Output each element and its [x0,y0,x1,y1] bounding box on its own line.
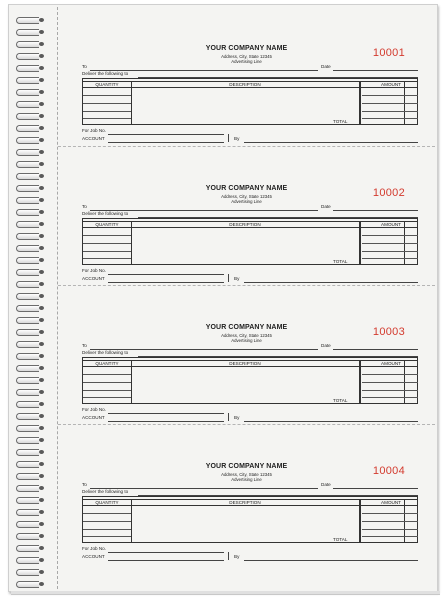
spiral-coil-icon [16,17,50,24]
delivery-slip [58,146,435,284]
account-line[interactable] [108,560,224,561]
advertising-line: Advertising Line [231,199,262,204]
description-column-header: DESCRIPTION [229,82,261,87]
spiral-coil-icon [16,533,50,540]
items-table [82,218,418,265]
divider [228,413,229,421]
spiral-coil-icon [16,101,50,108]
spiral-coil-icon [16,149,50,156]
spiral-coil-icon [16,305,50,312]
delivery-slip [58,285,435,423]
spiral-coil-icon [16,197,50,204]
date-line[interactable] [333,349,418,350]
divider [228,134,229,142]
account-line[interactable] [108,282,224,283]
spiral-coil-icon [16,497,50,504]
spiral-coil-icon [16,209,50,216]
advertising-line: Advertising Line [231,59,262,64]
spiral-coil-icon [16,293,50,300]
amount-column-header: AMOUNT [381,222,401,227]
spiral-coil-icon [16,341,50,348]
spiral-coil-icon [16,221,50,228]
job-number-line[interactable] [108,552,224,553]
deliver-to-label: Deliver the following to [82,211,129,216]
job-number-label: For Job No. [82,128,106,133]
quantity-column-header: QUANTITY [95,500,119,505]
total-label: TOTAL [333,398,348,403]
company-address: Address, City, State 12345 [221,333,272,338]
company-name: YOUR COMPANY NAME [205,463,288,470]
date-line[interactable] [333,70,418,71]
divider [228,552,229,560]
spiral-coil-icon [16,509,50,516]
date-line[interactable] [333,210,418,211]
job-number-label: For Job No. [82,407,106,412]
spiral-binding [9,5,53,591]
company-address: Address, City, State 12345 [221,472,272,477]
to-label: To [82,482,87,487]
date-line[interactable] [333,488,418,489]
quantity-column-header: QUANTITY [95,361,119,366]
divider [228,274,229,282]
spiral-coil-icon [16,569,50,576]
spiral-coil-icon [16,581,50,588]
form-number: 10001 [372,47,405,59]
date-label: Date [321,343,331,348]
date-label: Date [321,482,331,487]
company-address: Address, City, State 12345 [221,194,272,199]
account-line[interactable] [108,421,224,422]
items-table [82,357,418,404]
description-column-header: DESCRIPTION [229,361,261,366]
by-line[interactable] [244,282,418,283]
spiral-coil-icon [16,161,50,168]
by-label: By [234,415,240,420]
job-number-line[interactable] [108,413,224,414]
spiral-coil-icon [16,185,50,192]
quantity-column-header: QUANTITY [95,222,119,227]
spiral-coil-icon [16,377,50,384]
spiral-coil-icon [16,329,50,336]
delivery-slip [58,424,435,562]
spiral-coil-icon [16,257,50,264]
job-number-line[interactable] [108,134,224,135]
date-label: Date [321,64,331,69]
spiral-coil-icon [16,545,50,552]
by-label: By [234,276,240,281]
form-number: 10002 [372,187,405,199]
advertising-line: Advertising Line [231,477,262,482]
spiral-coil-icon [16,137,50,144]
deliver-to-label: Deliver the following to [82,489,129,494]
amount-column-header: AMOUNT [381,82,401,87]
company-address: Address, City, State 12345 [221,54,272,59]
by-line[interactable] [244,560,418,561]
spiral-coil-icon [16,413,50,420]
spiral-coil-icon [16,401,50,408]
form-number: 10003 [372,326,405,338]
spiral-coil-icon [16,173,50,180]
spiral-coil-icon [16,41,50,48]
items-table [82,496,418,543]
deliver-to-label: Deliver the following to [82,350,129,355]
to-label: To [82,204,87,209]
spiral-coil-icon [16,53,50,60]
spiral-coil-icon [16,365,50,372]
by-label: By [234,136,240,141]
account-label: ACCOUNT [82,136,105,141]
spiral-coil-icon [16,269,50,276]
receipt-book [8,4,438,592]
account-label: ACCOUNT [82,554,105,559]
amount-column-header: AMOUNT [381,361,401,366]
spiral-coil-icon [16,29,50,36]
total-label: TOTAL [333,119,348,124]
spiral-coil-icon [16,89,50,96]
to-label: To [82,343,87,348]
total-label: TOTAL [333,259,348,264]
description-column-header: DESCRIPTION [229,222,261,227]
amount-column-header: AMOUNT [381,500,401,505]
company-name: YOUR COMPANY NAME [205,45,288,52]
spiral-coil-icon [16,461,50,468]
spiral-coil-icon [16,473,50,480]
job-number-label: For Job No. [82,546,106,551]
delivery-slip [58,7,435,144]
form-number: 10004 [372,465,405,477]
company-name: YOUR COMPANY NAME [205,185,288,192]
spiral-coil-icon [16,233,50,240]
quantity-column-header: QUANTITY [95,82,119,87]
advertising-line: Advertising Line [231,338,262,343]
by-label: By [234,554,240,559]
spiral-coil-icon [16,113,50,120]
account-label: ACCOUNT [82,276,105,281]
spiral-coil-icon [16,317,50,324]
by-line[interactable] [244,142,418,143]
spiral-coil-icon [16,281,50,288]
spiral-coil-icon [16,485,50,492]
to-label: To [82,64,87,69]
company-name: YOUR COMPANY NAME [205,324,288,331]
spiral-coil-icon [16,77,50,84]
spiral-coil-icon [16,353,50,360]
spiral-coil-icon [16,521,50,528]
spiral-coil-icon [16,449,50,456]
items-table [82,78,418,125]
total-label: TOTAL [333,537,348,542]
spiral-coil-icon [16,557,50,564]
account-line[interactable] [108,142,224,143]
job-number-label: For Job No. [82,268,106,273]
job-number-line[interactable] [108,274,224,275]
by-line[interactable] [244,421,418,422]
spiral-coil-icon [16,425,50,432]
spiral-coil-icon [16,245,50,252]
date-label: Date [321,204,331,209]
deliver-to-label: Deliver the following to [82,71,129,76]
spiral-coil-icon [16,437,50,444]
spiral-coil-icon [16,125,50,132]
spiral-coil-icon [16,389,50,396]
spiral-coil-icon [16,65,50,72]
account-label: ACCOUNT [82,415,105,420]
description-column-header: DESCRIPTION [229,500,261,505]
